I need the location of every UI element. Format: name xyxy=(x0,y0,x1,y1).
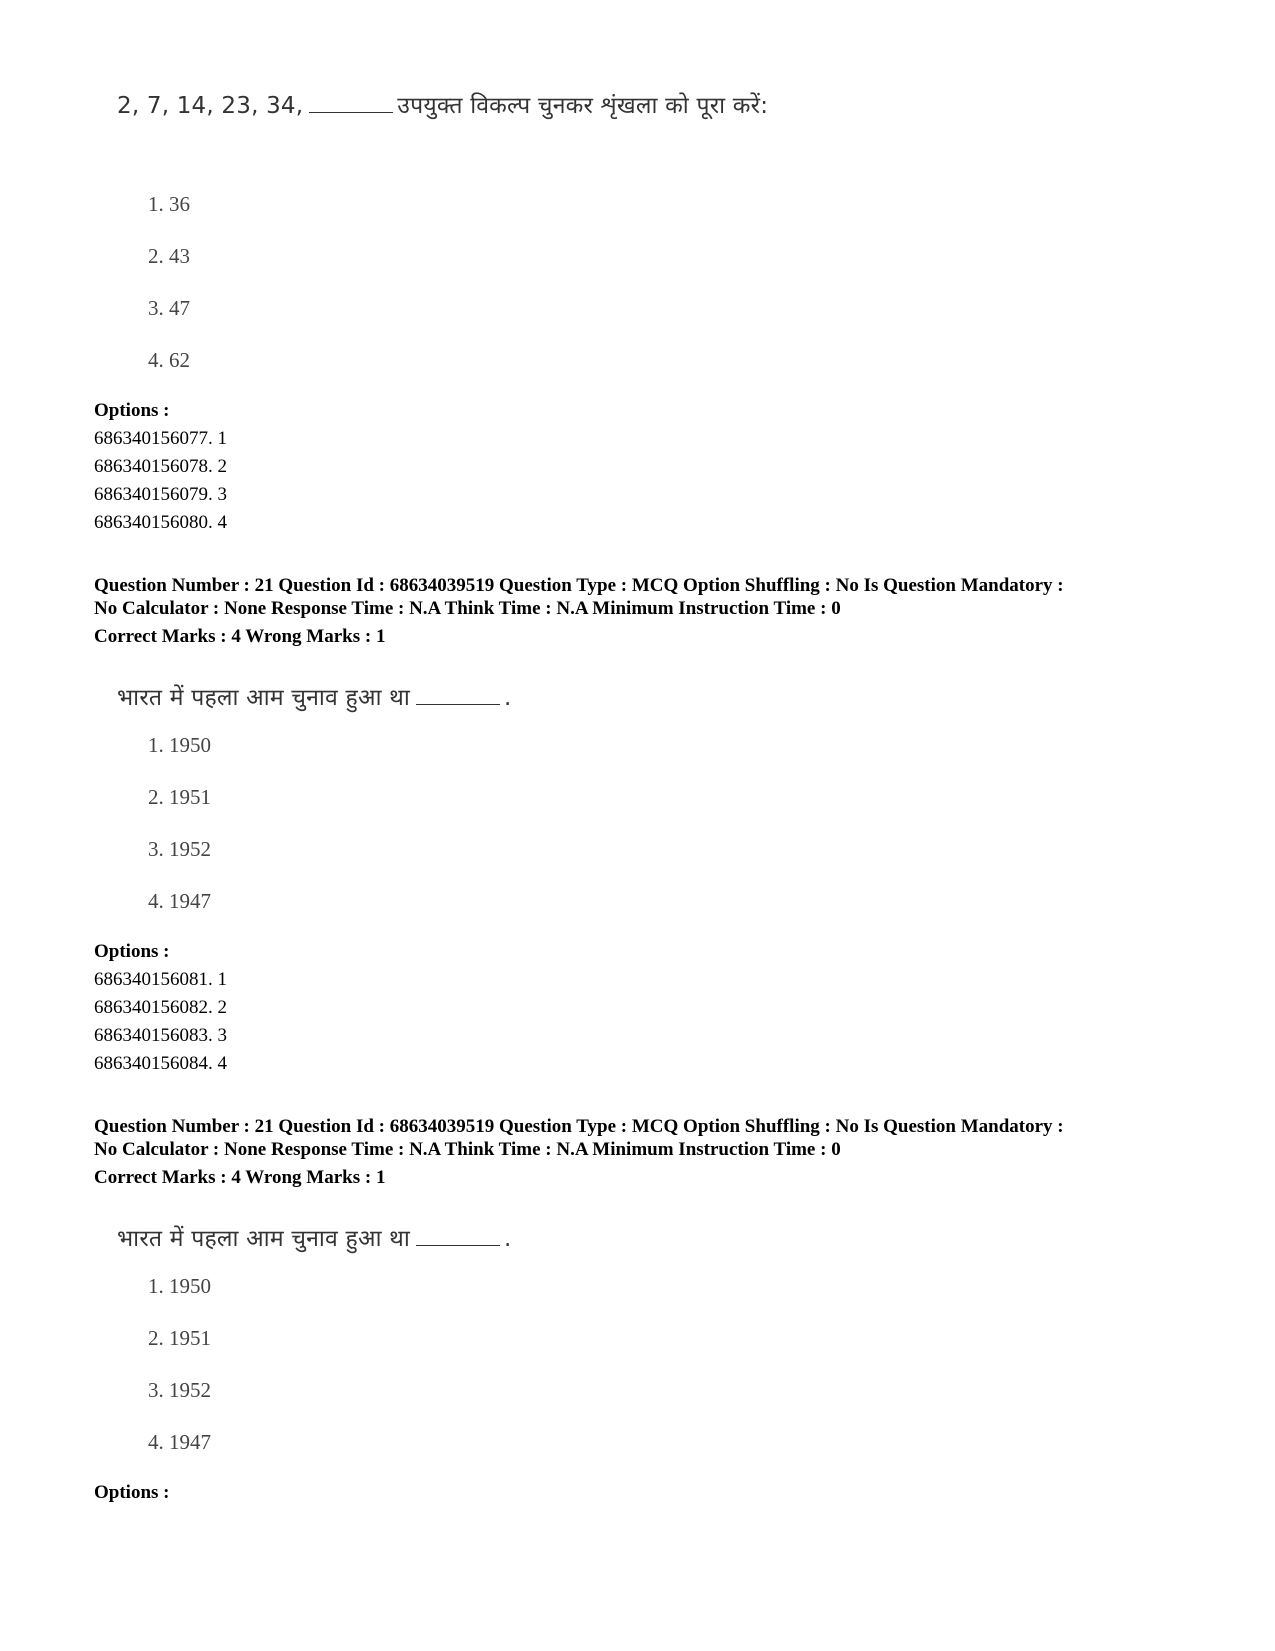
question-1-text xyxy=(117,88,768,120)
question-2-choice-2: 2. 1951 xyxy=(148,785,211,809)
option-id-row: 686340156081. 1 xyxy=(94,969,227,990)
question-2-choice-4: 4. 1947 xyxy=(148,889,211,913)
question-1-choice-4: 4. 62 xyxy=(148,348,190,372)
options-label: Options : xyxy=(94,400,170,421)
answer-blank xyxy=(416,703,500,705)
question-3-choice-4: 4. 1947 xyxy=(148,1430,211,1454)
question-2-suffix: . xyxy=(504,685,512,711)
question-3-suffix: . xyxy=(504,1226,512,1252)
option-id-row: 686340156080. 4 xyxy=(94,512,227,533)
option-id-row: 686340156084. 4 xyxy=(94,1053,227,1074)
answer-blank xyxy=(309,111,393,113)
question-3-choice-2: 2. 1951 xyxy=(148,1326,211,1350)
question-1-choice-2: 2. 43 xyxy=(148,244,190,268)
question-2-choice-1: 1. 1950 xyxy=(148,733,211,757)
question-2-prefix: भारत में पहला आम चुनाव हुआ था xyxy=(117,685,411,711)
question-meta-line-2: No Calculator : None Response Time : N.A Think Time : N.A Minimum Instruction Time : 0 xyxy=(94,598,841,619)
question-marks: Correct Marks : 4 Wrong Marks : 1 xyxy=(94,626,386,647)
question-3-prefix: भारत में पहला आम चुनाव हुआ था xyxy=(117,1226,411,1252)
question-3-text xyxy=(117,1221,512,1253)
option-id-row: 686340156083. 3 xyxy=(94,1025,227,1046)
question-meta-line-1: Question Number : 21 Question Id : 68634039519 Question Type : MCQ Option Shuffling : No Is Question Mandatory : xyxy=(94,1116,1064,1137)
question-3-choice-1: 1. 1950 xyxy=(148,1274,211,1298)
option-id-row: 686340156077. 1 xyxy=(94,428,227,449)
question-1-suffix: उपयुक्त विकल्प चुनकर शृंखला को पूरा करें: xyxy=(397,93,769,119)
option-id-row: 686340156082. 2 xyxy=(94,997,227,1018)
options-label: Options : xyxy=(94,1482,170,1503)
question-1-prefix: 2, 7, 14, 23, 34, xyxy=(117,93,304,119)
options-label: Options : xyxy=(94,941,170,962)
option-id-row: 686340156078. 2 xyxy=(94,456,227,477)
question-1-choice-3: 3. 47 xyxy=(148,296,190,320)
question-2-choice-3: 3. 1952 xyxy=(148,837,211,861)
question-meta-line-2: No Calculator : None Response Time : N.A Think Time : N.A Minimum Instruction Time : 0 xyxy=(94,1139,841,1160)
option-id-row: 686340156079. 3 xyxy=(94,484,227,505)
question-1-choice-1: 1. 36 xyxy=(148,192,190,216)
question-marks: Correct Marks : 4 Wrong Marks : 1 xyxy=(94,1167,386,1188)
question-3-choice-3: 3. 1952 xyxy=(148,1378,211,1402)
question-meta-line-1: Question Number : 21 Question Id : 68634039519 Question Type : MCQ Option Shuffling : No Is Question Mandatory : xyxy=(94,575,1064,596)
question-2-text xyxy=(117,680,512,712)
answer-blank xyxy=(416,1244,500,1246)
